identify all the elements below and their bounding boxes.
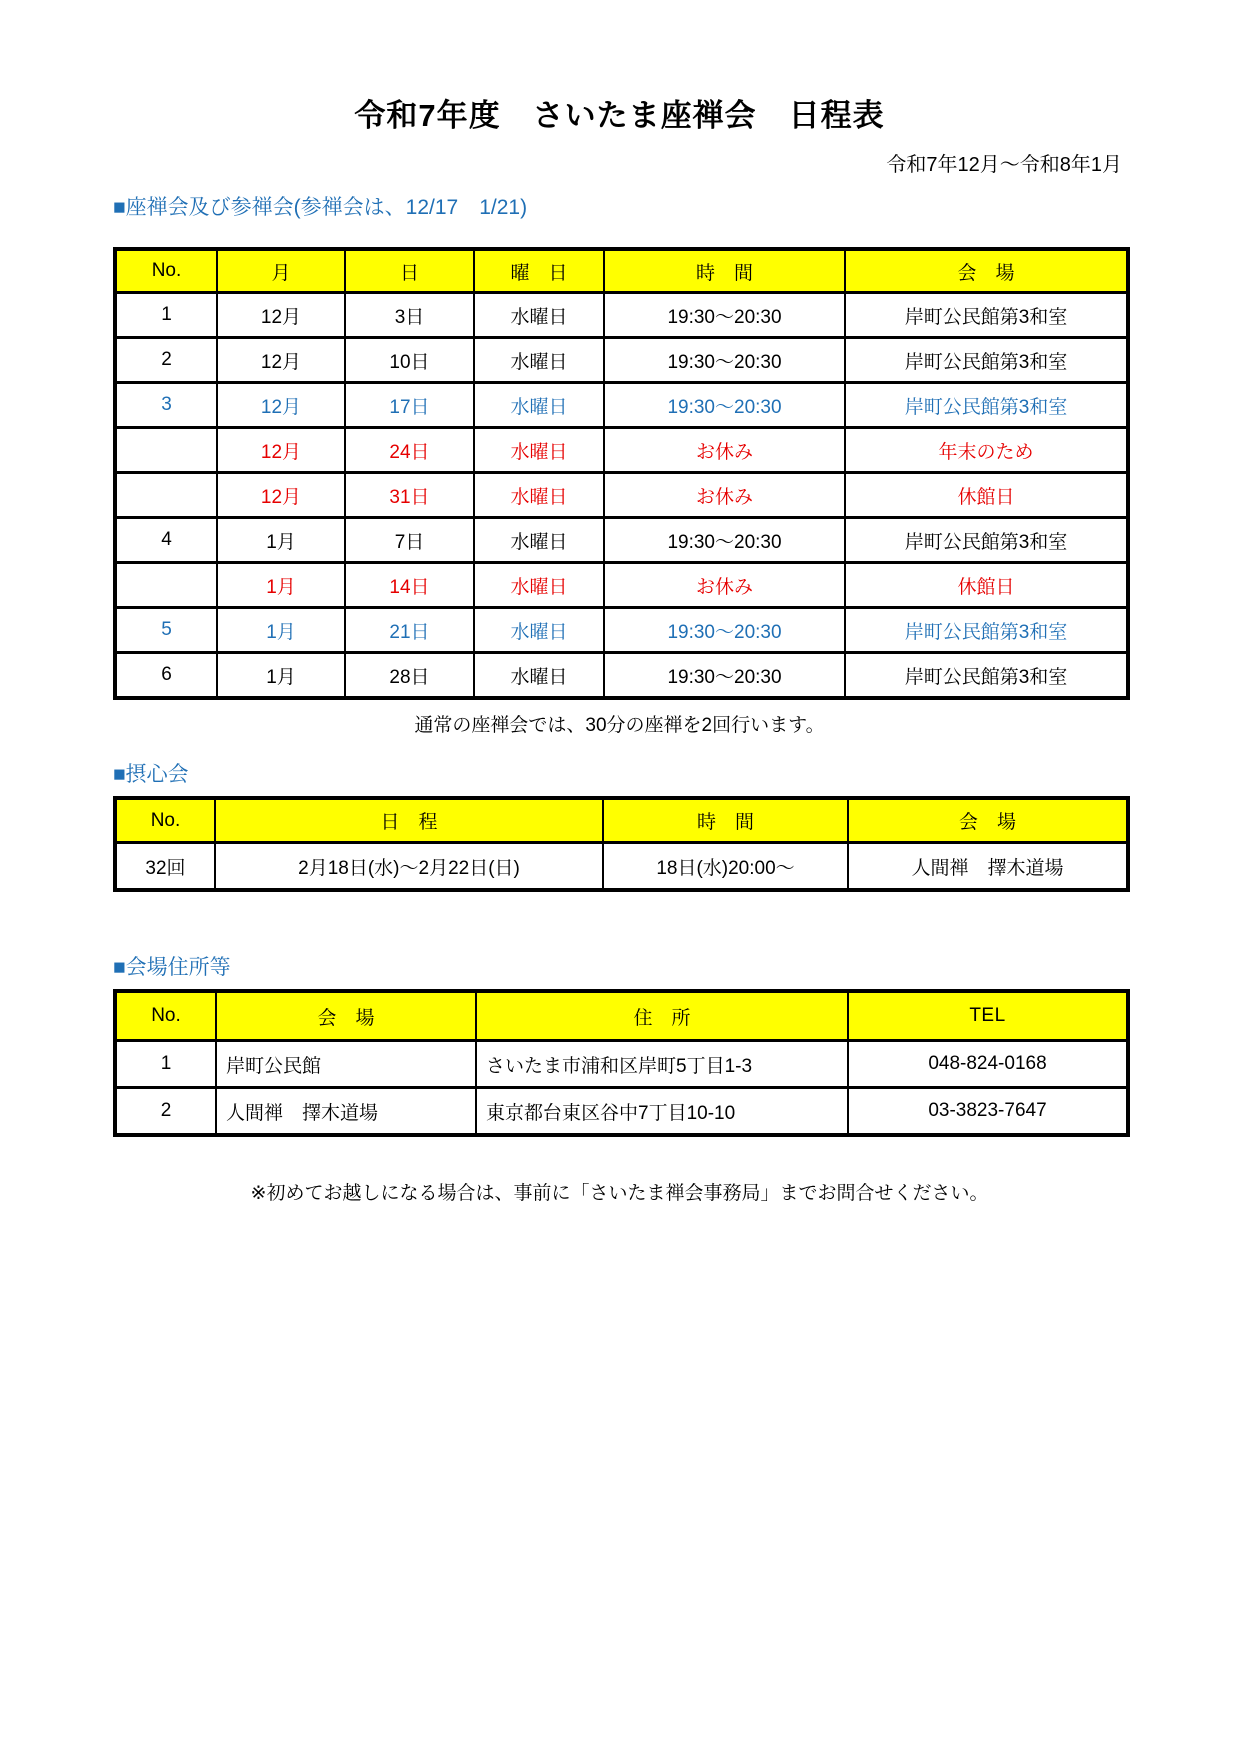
cell-time: 19:30～20:30 bbox=[604, 608, 845, 653]
col-venue: 会 場 bbox=[216, 991, 476, 1041]
cell-time: 19:30～20:30 bbox=[604, 293, 845, 338]
cell-venue: 岸町公民館第3和室 bbox=[845, 383, 1128, 428]
cell-address: さいたま市浦和区岸町5丁目1-3 bbox=[476, 1041, 848, 1088]
schedule-footnote: 通常の座禅会では、30分の座禅を2回行います。 bbox=[414, 715, 825, 736]
col-weekday: 曜 日 bbox=[474, 249, 604, 293]
cell-dates: 2月18日(水)～2月22日(日) bbox=[215, 843, 603, 891]
content bbox=[113, 0, 1126, 1207]
schedule-row bbox=[115, 563, 1128, 608]
cell-month: 12月 bbox=[217, 383, 345, 428]
cell-month: 12月 bbox=[217, 428, 345, 473]
cell-no bbox=[115, 563, 217, 608]
cell-weekday: 水曜日 bbox=[474, 428, 604, 473]
col-day: 日 bbox=[345, 249, 474, 293]
cell-time: 19:30～20:30 bbox=[604, 518, 845, 563]
cell-no: 1 bbox=[115, 1041, 216, 1088]
col-no: No. bbox=[115, 249, 217, 293]
cell-time: 19:30～20:30 bbox=[604, 383, 845, 428]
cell-no: 1 bbox=[115, 293, 217, 338]
cell-day: 17日 bbox=[345, 383, 474, 428]
schedule-row bbox=[115, 518, 1128, 563]
cell-day: 31日 bbox=[345, 473, 474, 518]
col-address: 住 所 bbox=[476, 991, 848, 1041]
cell-weekday: 水曜日 bbox=[474, 383, 604, 428]
cell-venue: 岸町公民館第3和室 bbox=[845, 653, 1128, 699]
venue-row bbox=[115, 1088, 1128, 1136]
cell-day: 10日 bbox=[345, 338, 474, 383]
schedule-table bbox=[113, 247, 1130, 700]
cell-day: 28日 bbox=[345, 653, 474, 699]
cell-month: 12月 bbox=[217, 293, 345, 338]
schedule-row bbox=[115, 293, 1128, 338]
cell-venue: 岸町公民館 bbox=[216, 1041, 476, 1088]
cell-no: 5 bbox=[115, 608, 217, 653]
col-no: No. bbox=[115, 798, 215, 843]
cell-time: お休み bbox=[604, 428, 845, 473]
cell-no: 4 bbox=[115, 518, 217, 563]
col-tel: TEL bbox=[848, 991, 1128, 1041]
cell-weekday: 水曜日 bbox=[474, 608, 604, 653]
sesshin-header-row bbox=[115, 798, 1128, 843]
footer-note: ※初めてお越しになる場合は、事前に「さいたま禅会事務局」までお問合せください。 bbox=[250, 1183, 989, 1204]
cell-venue: 岸町公民館第3和室 bbox=[845, 608, 1128, 653]
cell-weekday: 水曜日 bbox=[474, 518, 604, 563]
cell-address: 東京都台東区谷中7丁目10-10 bbox=[476, 1088, 848, 1136]
schedule-row bbox=[115, 428, 1128, 473]
cell-time: お休み bbox=[604, 563, 845, 608]
cell-time: 19:30～20:30 bbox=[604, 338, 845, 383]
cell-venue: 休館日 bbox=[845, 473, 1128, 518]
schedule-row bbox=[115, 608, 1128, 653]
cell-tel: 03-3823-7647 bbox=[848, 1088, 1128, 1136]
cell-weekday: 水曜日 bbox=[474, 473, 604, 518]
cell-month: 1月 bbox=[217, 653, 345, 699]
cell-month: 1月 bbox=[217, 608, 345, 653]
cell-no: 2 bbox=[115, 1088, 216, 1136]
col-time: 時 間 bbox=[603, 798, 848, 843]
cell-time: お休み bbox=[604, 473, 845, 518]
cell-venue: 岸町公民館第3和室 bbox=[845, 293, 1128, 338]
cell-day: 3日 bbox=[345, 293, 474, 338]
cell-day: 24日 bbox=[345, 428, 474, 473]
section-heading-sesshin: ■摂心会 bbox=[113, 763, 189, 786]
schedule-header-row bbox=[115, 249, 1128, 293]
cell-weekday: 水曜日 bbox=[474, 653, 604, 699]
cell-venue: 岸町公民館第3和室 bbox=[845, 338, 1128, 383]
cell-no: 2 bbox=[115, 338, 217, 383]
date-range: 令和7年12月～令和8年1月 bbox=[886, 154, 1122, 176]
sesshin-table bbox=[113, 796, 1130, 892]
schedule-row bbox=[115, 653, 1128, 699]
cell-month: 1月 bbox=[217, 518, 345, 563]
col-venue: 会 場 bbox=[845, 249, 1128, 293]
col-no: No. bbox=[115, 991, 216, 1041]
schedule-row bbox=[115, 338, 1128, 383]
cell-tel: 048-824-0168 bbox=[848, 1041, 1128, 1088]
cell-month: 1月 bbox=[217, 563, 345, 608]
cell-day: 21日 bbox=[345, 608, 474, 653]
venues-header-row bbox=[115, 991, 1128, 1041]
cell-no: 3 bbox=[115, 383, 217, 428]
cell-venue: 人間禅 擇木道場 bbox=[216, 1088, 476, 1136]
cell-no bbox=[115, 473, 217, 518]
col-dates: 日 程 bbox=[215, 798, 603, 843]
col-month: 月 bbox=[217, 249, 345, 293]
cell-venue: 休館日 bbox=[845, 563, 1128, 608]
cell-venue: 年末のため bbox=[845, 428, 1128, 473]
cell-venue: 人間禅 擇木道場 bbox=[848, 843, 1128, 891]
cell-venue: 岸町公民館第3和室 bbox=[845, 518, 1128, 563]
cell-day: 14日 bbox=[345, 563, 474, 608]
cell-weekday: 水曜日 bbox=[474, 563, 604, 608]
schedule-row bbox=[115, 473, 1128, 518]
doc-title: 令和7年度 さいたま座禅会 日程表 bbox=[354, 98, 885, 133]
cell-time: 18日(水)20:00～ bbox=[603, 843, 848, 891]
cell-no bbox=[115, 428, 217, 473]
venues-table bbox=[113, 989, 1130, 1137]
cell-month: 12月 bbox=[217, 338, 345, 383]
cell-day: 7日 bbox=[345, 518, 474, 563]
sesshin-row bbox=[115, 843, 1128, 891]
venue-row bbox=[115, 1041, 1128, 1088]
cell-no: 6 bbox=[115, 653, 217, 699]
section-heading-schedule: ■座禅会及び参禅会(参禅会は、12/17 1/21) bbox=[113, 196, 528, 219]
cell-weekday: 水曜日 bbox=[474, 338, 604, 383]
section-heading-venues: ■会場住所等 bbox=[113, 956, 231, 979]
cell-time: 19:30～20:30 bbox=[604, 653, 845, 699]
col-time: 時 間 bbox=[604, 249, 845, 293]
schedule-row bbox=[115, 383, 1128, 428]
col-venue: 会 場 bbox=[848, 798, 1128, 843]
cell-month: 12月 bbox=[217, 473, 345, 518]
cell-weekday: 水曜日 bbox=[474, 293, 604, 338]
cell-no: 32回 bbox=[115, 843, 215, 891]
